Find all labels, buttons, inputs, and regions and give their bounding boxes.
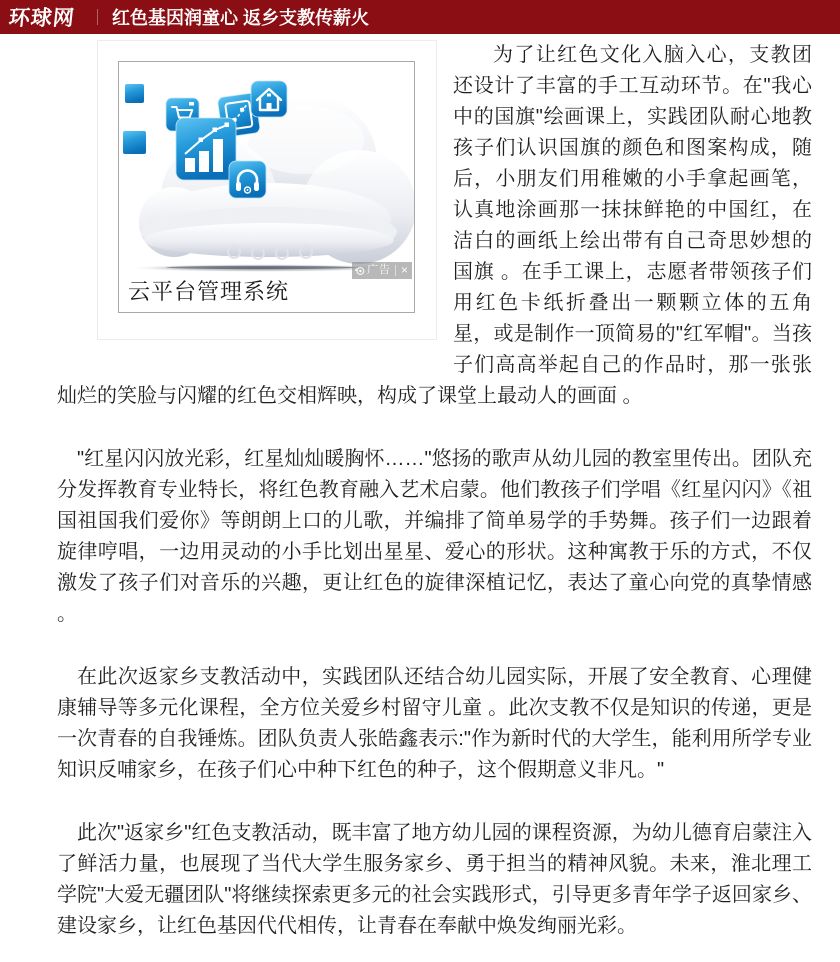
article-paragraph: 此次"返家乡"红色支教活动，既丰富了地方幼儿园的课程资源，为幼儿德育启蒙注入了鲜活力量，也展现了当代大学生服务家乡、勇于担当的精神风貌。未来，淮北理工学院"大爱无疆团队"将继续探索更多元的社会实践形式，引导更多青年学子返回家乡、建设家乡，让红色基因代代相传，让青春在奉献中焕发绚丽光彩。 <box>57 822 812 937</box>
ad-close-button[interactable]: × <box>400 263 408 277</box>
ad-image-frame <box>118 61 415 313</box>
analytics-chart-icon <box>176 118 236 180</box>
header-divider <box>97 9 98 25</box>
cloud-platform-illustration <box>119 62 414 274</box>
site-header <box>0 0 840 34</box>
article-body <box>0 34 840 942</box>
ad-card[interactable] <box>97 40 437 340</box>
ad-info-icon <box>355 266 365 276</box>
article-paragraph: 在此次返家乡支教活动中，实践团队还结合幼儿园实际，开展了安全教育、心理健康辅导等多元化课程，全方位关爱乡村留守儿童 。此次支教不仅是知识的传递，更是一次青春的自我锤炼。团队负责人张皓鑫表示:"作为新时代的大学生，能利用所学专业知识反哺家乡，在孩子们心中种下红色的种子，这个假期意义非凡。" <box>57 666 812 781</box>
headphones-icon <box>229 161 266 198</box>
ad-badge-label: 广告 <box>366 264 391 276</box>
ad-badge-divider <box>395 265 396 276</box>
page-title: 红色基因润童心 返乡支教传薪火 <box>112 8 369 28</box>
ad-badge[interactable] <box>352 262 412 279</box>
article-paragraph: "红星闪闪放光彩，红星灿灿暖胸怀……"悠扬的歌声从幼儿园的教室里传出。团队充分发挥教育专业特长，将红色教育融入艺术启蒙。他们教孩子们学唱《红星闪闪》《祖国祖国我们爱你》等朗朗上口的儿歌，并编排了简单易学的手势舞。孩子们一边跟着旋律哼唱，一边用灵动的小手比划出星星、爱心的形状。这种寓教于乐的方式，不仅激发了孩子们对音乐的兴趣，更让红色的旋律深植记忆，表达了童心向党的真挚情感 。 <box>57 448 812 625</box>
site-logo[interactable]: 环球网 <box>7 7 77 30</box>
home-icon <box>251 81 287 117</box>
ad-caption: 云平台管理系统 <box>128 279 290 304</box>
blue-square-small <box>125 84 144 103</box>
article-paragraph: 为了让红色文化入脑入心，支教团还设计了丰富的手工互动环节。在"我心中的国旗"绘画课上，实践团队耐心地教孩子们认识国旗的颜色和图案构成，随后，小朋友们用稚嫩的小手拿起画笔，认真地涂画那一抹抹鲜艳的中国红，在洁白的画纸上绘出带有自己奇思妙想的国旗 。在手工课上，志愿者带领孩子们用红色卡纸折叠出一颗颗立体的五角星，或是制作一顶简易的"红军帽"。当孩子们高高举起自己的作品时，那一张张灿烂的笑脸与闪耀的红色交相辉映，构成了课堂上最动人的画面 。 <box>57 44 812 407</box>
blue-square-large <box>123 131 146 154</box>
